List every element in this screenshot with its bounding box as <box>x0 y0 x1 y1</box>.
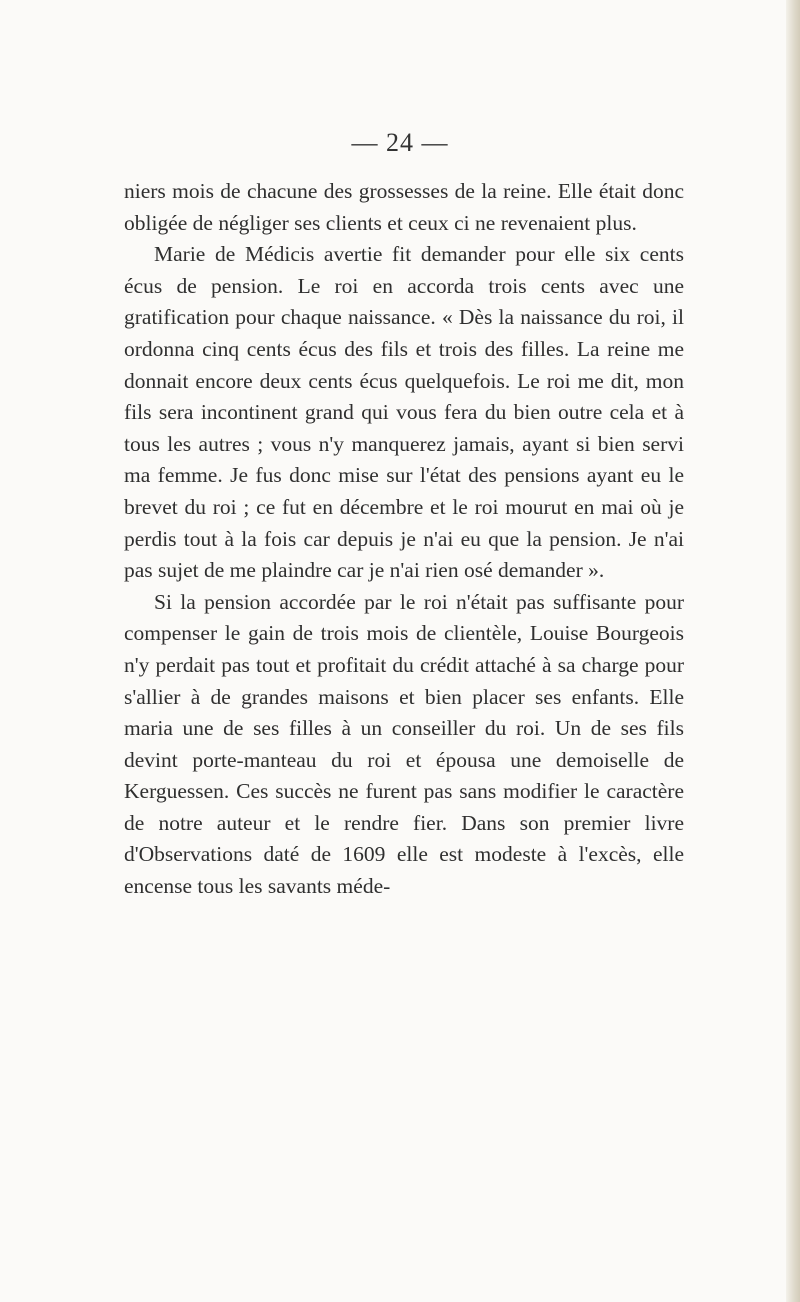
paragraph-pension: Marie de Médicis avertie fit demander pour elle six cents écus de pension. Le roi en accorda trois cents avec une gratification pour chaque naissance. « Dès la naissance du roi, il ordonna cinq cents écus des fils et trois des filles. La reine me donnait encore deux cents écus quelquefois. Le roi me dit, mon fils sera incontinent grand qui vous fera du bien outre cela et à tous les autres ; vous n'y manquerez jamais, ayant si bien servi ma femme. Je fus donc mise sur l'état des pensions ayant eu le brevet du roi ; ce fut en décembre et le roi mourut en mai où je perdis tout à la fois car depuis je n'ai eu que la pension. Je n'ai pas sujet de me plaindre car je n'ai rien osé demander ». <box>124 242 684 583</box>
body-text <box>124 176 684 903</box>
paragraph-family: Si la pension accordée par le roi n'était pas suffisante pour compenser le gain de trois mois de clientèle, Louise Bourgeois n'y perdait pas tout et profitait du crédit attaché à sa charge pour s'allier à de grandes maisons et bien placer ses enfants. Elle maria une de ses filles à un conseiller du roi. Un de ses fils devint porte-manteau du roi et épousa une demoiselle de Kerguessen. Ces succès ne furent pas sans modifier le caractère de notre auteur et le rendre fier. Dans son premier livre d'Observations daté de 1609 elle est modeste à l'excès, elle encense tous les savants méde- <box>124 589 684 899</box>
page-edge-shadow <box>786 0 800 1302</box>
paragraph-continuation: niers mois de chacune des grossesses de la reine. Elle était donc obligée de négliger ses clients et ceux ci ne revenaient plus. <box>124 179 684 235</box>
page-number: — 24 — <box>351 128 449 157</box>
